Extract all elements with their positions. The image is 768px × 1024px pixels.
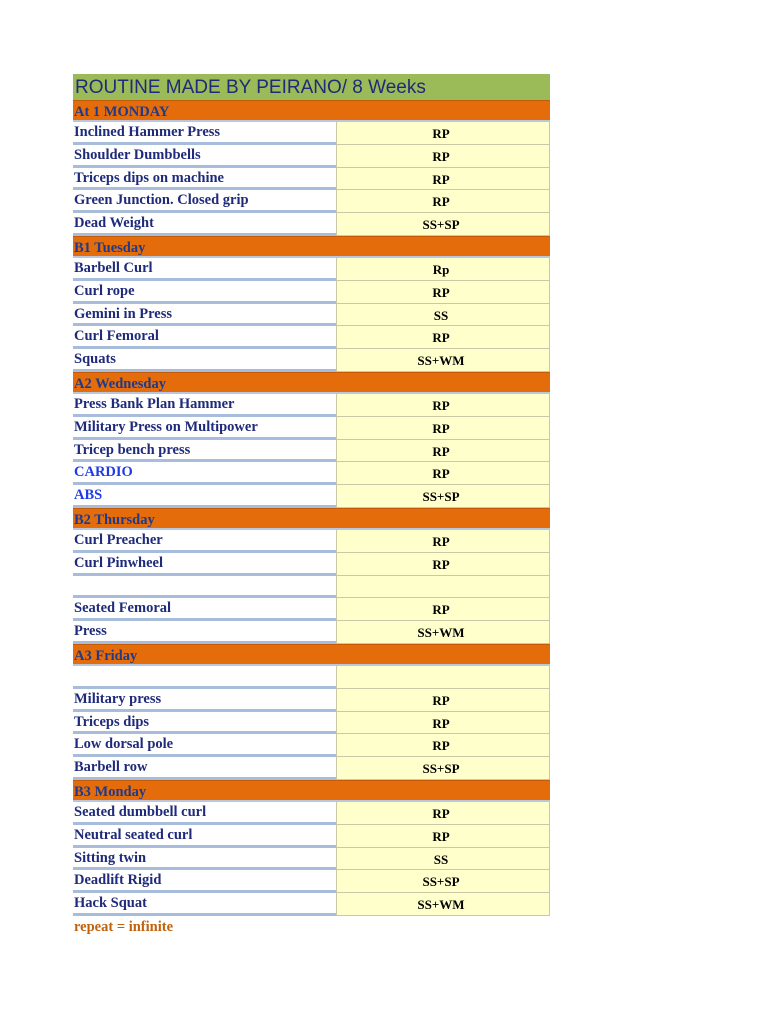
exercise-method-cell[interactable]: RP	[336, 802, 550, 825]
exercise-name-cell[interactable]: Curl Femoral	[73, 326, 336, 349]
exercise-method-cell[interactable]: RP	[336, 553, 550, 576]
section-header: B1 Tuesday	[73, 236, 550, 258]
exercise-name-cell[interactable]: Gemini in Press	[73, 304, 336, 327]
exercise-method-cell[interactable]: RP	[336, 168, 550, 191]
exercise-method-cell[interactable]: RP	[336, 394, 550, 417]
exercise-name-cell[interactable]: Barbell row	[73, 757, 336, 780]
exercise-method-cell[interactable]: SS+SP	[336, 213, 550, 236]
exercise-name-cell[interactable]: Green Junction. Closed grip	[73, 190, 336, 213]
exercise-name-cell[interactable]: Squats	[73, 349, 336, 372]
exercise-name-cell[interactable]: Curl Pinwheel	[73, 553, 336, 576]
exercise-method-cell[interactable]: RP	[336, 689, 550, 712]
exercise-method-cell[interactable]: RP	[336, 734, 550, 757]
exercise-row	[73, 530, 550, 553]
exercise-method-cell[interactable]: RP	[336, 712, 550, 735]
exercise-name-cell[interactable]: Barbell Curl	[73, 258, 336, 281]
exercise-name-cell[interactable]: Hack Squat	[73, 893, 336, 916]
section-header: B2 Thursday	[73, 508, 550, 530]
exercise-method-cell[interactable]	[336, 666, 550, 689]
exercise-name-cell[interactable]: Press	[73, 621, 336, 644]
exercise-name-cell[interactable]: Triceps dips on machine	[73, 168, 336, 191]
exercise-row	[73, 394, 550, 417]
exercise-name-cell[interactable]: Military press	[73, 689, 336, 712]
footer-note: repeat = infinite	[74, 918, 174, 935]
exercise-name-cell[interactable]: Military Press on Multipower	[73, 417, 336, 440]
exercise-row	[73, 122, 550, 145]
exercise-name-cell[interactable]: ABS	[73, 485, 336, 508]
exercise-row	[73, 893, 550, 916]
exercise-name-cell[interactable]	[73, 576, 336, 599]
exercise-name-cell[interactable]: Seated Femoral	[73, 598, 336, 621]
exercise-row	[73, 349, 550, 372]
exercise-method-cell[interactable]: RP	[336, 145, 550, 168]
section-header: A2 Wednesday	[73, 372, 550, 394]
exercise-name-cell[interactable]: Deadlift Rigid	[73, 870, 336, 893]
exercise-row	[73, 802, 550, 825]
section-header: At 1 MONDAY	[73, 100, 550, 122]
exercise-name-cell[interactable]: Sitting twin	[73, 848, 336, 871]
sections-container	[73, 100, 550, 916]
exercise-row	[73, 689, 550, 712]
exercise-method-cell[interactable]: SS+WM	[336, 621, 550, 644]
exercise-method-cell[interactable]: SS+SP	[336, 757, 550, 780]
exercise-row	[73, 553, 550, 576]
exercise-method-cell[interactable]: SS	[336, 304, 550, 327]
exercise-name-cell[interactable]: Inclined Hammer Press	[73, 122, 336, 145]
exercise-name-cell[interactable]: CARDIO	[73, 462, 336, 485]
exercise-name-cell[interactable]: Curl rope	[73, 281, 336, 304]
routine-sheet	[73, 74, 550, 938]
exercise-method-cell[interactable]: RP	[336, 326, 550, 349]
exercise-row	[73, 848, 550, 871]
exercise-method-cell[interactable]: SS+SP	[336, 485, 550, 508]
exercise-name-cell[interactable]: Dead Weight	[73, 213, 336, 236]
exercise-row	[73, 734, 550, 757]
exercise-row	[73, 621, 550, 644]
exercise-name-cell[interactable]: Neutral seated curl	[73, 825, 336, 848]
exercise-method-cell[interactable]: RP	[336, 122, 550, 145]
exercise-row	[73, 190, 550, 213]
exercise-row	[73, 666, 550, 689]
exercise-name-cell[interactable]: Tricep bench press	[73, 440, 336, 463]
exercise-method-cell[interactable]: RP	[336, 417, 550, 440]
exercise-row	[73, 417, 550, 440]
exercise-row	[73, 576, 550, 599]
exercise-row	[73, 213, 550, 236]
exercise-row	[73, 757, 550, 780]
exercise-name-cell[interactable]: Low dorsal pole	[73, 734, 336, 757]
exercise-row	[73, 598, 550, 621]
exercise-row	[73, 304, 550, 327]
exercise-method-cell[interactable]: RP	[336, 190, 550, 213]
sheet-title: ROUTINE MADE BY PEIRANO/ 8 Weeks	[73, 74, 550, 100]
exercise-row	[73, 281, 550, 304]
exercise-method-cell[interactable]: SS	[336, 848, 550, 871]
exercise-row	[73, 258, 550, 281]
exercise-method-cell[interactable]: SS+SP	[336, 870, 550, 893]
section-header: B3 Monday	[73, 780, 550, 802]
exercise-method-cell[interactable]: SS+WM	[336, 349, 550, 372]
exercise-row	[73, 145, 550, 168]
exercise-method-cell[interactable]	[336, 576, 550, 599]
exercise-name-cell[interactable]: Curl Preacher	[73, 530, 336, 553]
exercise-row	[73, 462, 550, 485]
exercise-name-cell[interactable]: Triceps dips	[73, 712, 336, 735]
exercise-row	[73, 485, 550, 508]
section-header: A3 Friday	[73, 644, 550, 666]
exercise-name-cell[interactable]	[73, 666, 336, 689]
exercise-name-cell[interactable]: Seated dumbbell curl	[73, 802, 336, 825]
exercise-row	[73, 168, 550, 191]
exercise-row	[73, 440, 550, 463]
exercise-method-cell[interactable]: RP	[336, 598, 550, 621]
exercise-method-cell[interactable]: RP	[336, 440, 550, 463]
exercise-name-cell[interactable]: Press Bank Plan Hammer	[73, 394, 336, 417]
exercise-row	[73, 712, 550, 735]
exercise-method-cell[interactable]: RP	[336, 530, 550, 553]
exercise-method-cell[interactable]: SS+WM	[336, 893, 550, 916]
exercise-method-cell[interactable]: RP	[336, 281, 550, 304]
exercise-row	[73, 326, 550, 349]
exercise-row	[73, 870, 550, 893]
exercise-method-cell[interactable]: RP	[336, 462, 550, 485]
exercise-name-cell[interactable]: Shoulder Dumbbells	[73, 145, 336, 168]
exercise-method-cell[interactable]: Rp	[336, 258, 550, 281]
exercise-method-cell[interactable]: RP	[336, 825, 550, 848]
exercise-row	[73, 825, 550, 848]
